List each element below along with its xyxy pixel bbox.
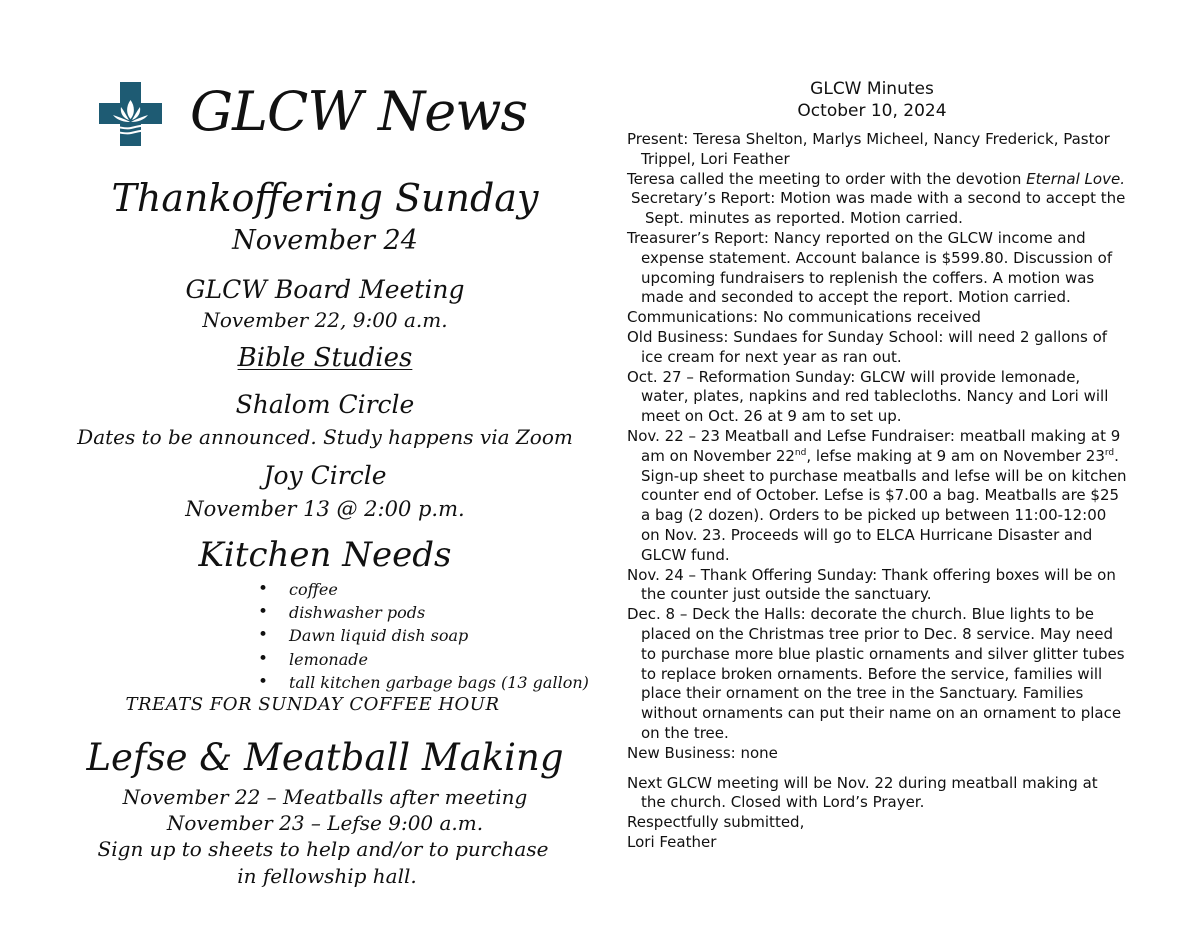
minutes-secretary-report: Secretary’s Report: Motion was made with a second to accept the Sept. minutes as reported. Motion carried. [631,189,1126,228]
list-item: • coffee [254,578,589,601]
minutes-closing: Respectfully submitted, [627,813,805,832]
minutes-oct27: Oct. 27 – Reformation Sunday: GLCW will provide lemonade, water, plates, napkins and red tablecloths. Nancy and Lori will meet on Oct. 26 at 9 am to set up. [627,367,1109,426]
lefse-line: Sign up to sheets to help and/or to purchase [97,837,549,861]
lefse-line: in fellowship hall. [237,864,417,888]
minutes-dec8: Dec. 8 – Deck the Halls: decorate the church. Blue lights to be placed on the Christmas tree prior to Dec. 8 service. May need to purchase more blue plastic ornaments and silver glitter tubes to replace broken ornaments. Before the service, families will place their ornament on the tree in the Sanctuary. Families without ornaments can put their name on an ornament to place on the tree. [627,605,1125,742]
minutes-treasurer-report: Treasurer’s Report: Nancy reported on the GLCW income and expense statement. Account balance is $599.80. Discussion of upcoming fundraisers to replenish the coffers. A motion was made and seconded to accept the report. Motion carried. [627,228,1113,307]
newsletter-title: GLCW News [190,80,528,143]
minutes-call-to-order [627,170,1127,190]
joy-circle-detail: November 13 @ 2:00 p.m. [185,497,465,521]
minutes-title: GLCW Minutes [810,79,934,99]
minutes-header [627,78,1117,122]
minutes-nov22-fundraiser [627,427,1127,566]
lefse-meatball-title: Lefse & Meatball Making [86,736,564,779]
board-meeting-title: GLCW Board Meeting [185,275,465,304]
list-item: • tall kitchen garbage bags (13 gallon) [254,671,589,694]
call-to-order-text: Teresa called the meeting to order with the devotion [627,169,1022,188]
devotion-title: Eternal Love. [1026,169,1125,188]
shalom-circle-title: Shalom Circle [235,390,415,419]
lefse-line: November 23 – Lefse 9:00 a.m. [166,811,484,835]
shalom-circle-detail: Dates to be announced. Study happens via Zoom [77,425,573,449]
minutes-old-business: Old Business: Sundaes for Sunday School: will need 2 gallons of ice cream for next year as ran out. [627,327,1108,366]
kitchen-needs-list [254,578,589,694]
minutes-present: Present: Teresa Shelton, Marlys Micheel, Nancy Frederick, Pastor Trippel, Lori Feather [627,130,1110,168]
minutes-new-business: New Business: none [627,743,778,762]
joy-circle-title: Joy Circle [263,461,387,490]
nov22-sup-nd: nd [794,447,807,458]
lefse-line: November 22 – Meatballs after meeting [122,785,528,809]
minutes-next-meeting: Next GLCW meeting will be Nov. 22 during meatball making at the church. Closed with Lord’s Prayer. [627,773,1098,812]
kitchen-needs-title: Kitchen Needs [198,535,452,575]
cross-lotus-icon [99,82,162,146]
nov22-sup-rd: rd [1104,447,1115,458]
minutes-column [627,78,1127,853]
nov22-text-c: . Sign-up sheet to purchase meatballs and lefse will be on kitchen counter end of October. Lefse is $7.00 a bag. Meatballs are $25 a bag (2 dozen). Orders to be picked up between 11:00-12:00 on Nov. 23. Proceeds will go to ELCA Hurricane Disaster and GLCW fund. [641,446,1127,564]
minutes-signer: Lori Feather [627,832,717,851]
list-item: • dishwasher pods [254,601,589,624]
minutes-date: October 10, 2024 [797,101,947,121]
list-item: • Dawn liquid dish soap [254,624,589,647]
nov22-text-a: Nov. 22 – 23 Meatball and Lefse Fundraiser: meatball making at 9 am on November 22 [627,426,1121,465]
minutes-communications: Communications: No communications received [627,308,981,327]
bible-studies-title: Bible Studies [237,343,413,373]
thankoffering-title: Thankoffering Sunday [111,176,539,220]
minutes-nov24: Nov. 24 – Thank Offering Sunday: Thank offering boxes will be on the counter just outside the sanctuary. [627,565,1116,604]
thankoffering-date: November 24 [232,225,418,256]
nov22-text-b: , lefse making at 9 am on November 23 [806,446,1105,465]
board-meeting-date: November 22, 9:00 a.m. [202,308,448,332]
coffee-hour-treats: TREATS FOR SUNDAY COFFEE HOUR [125,694,500,715]
list-item: • lemonade [254,648,589,671]
